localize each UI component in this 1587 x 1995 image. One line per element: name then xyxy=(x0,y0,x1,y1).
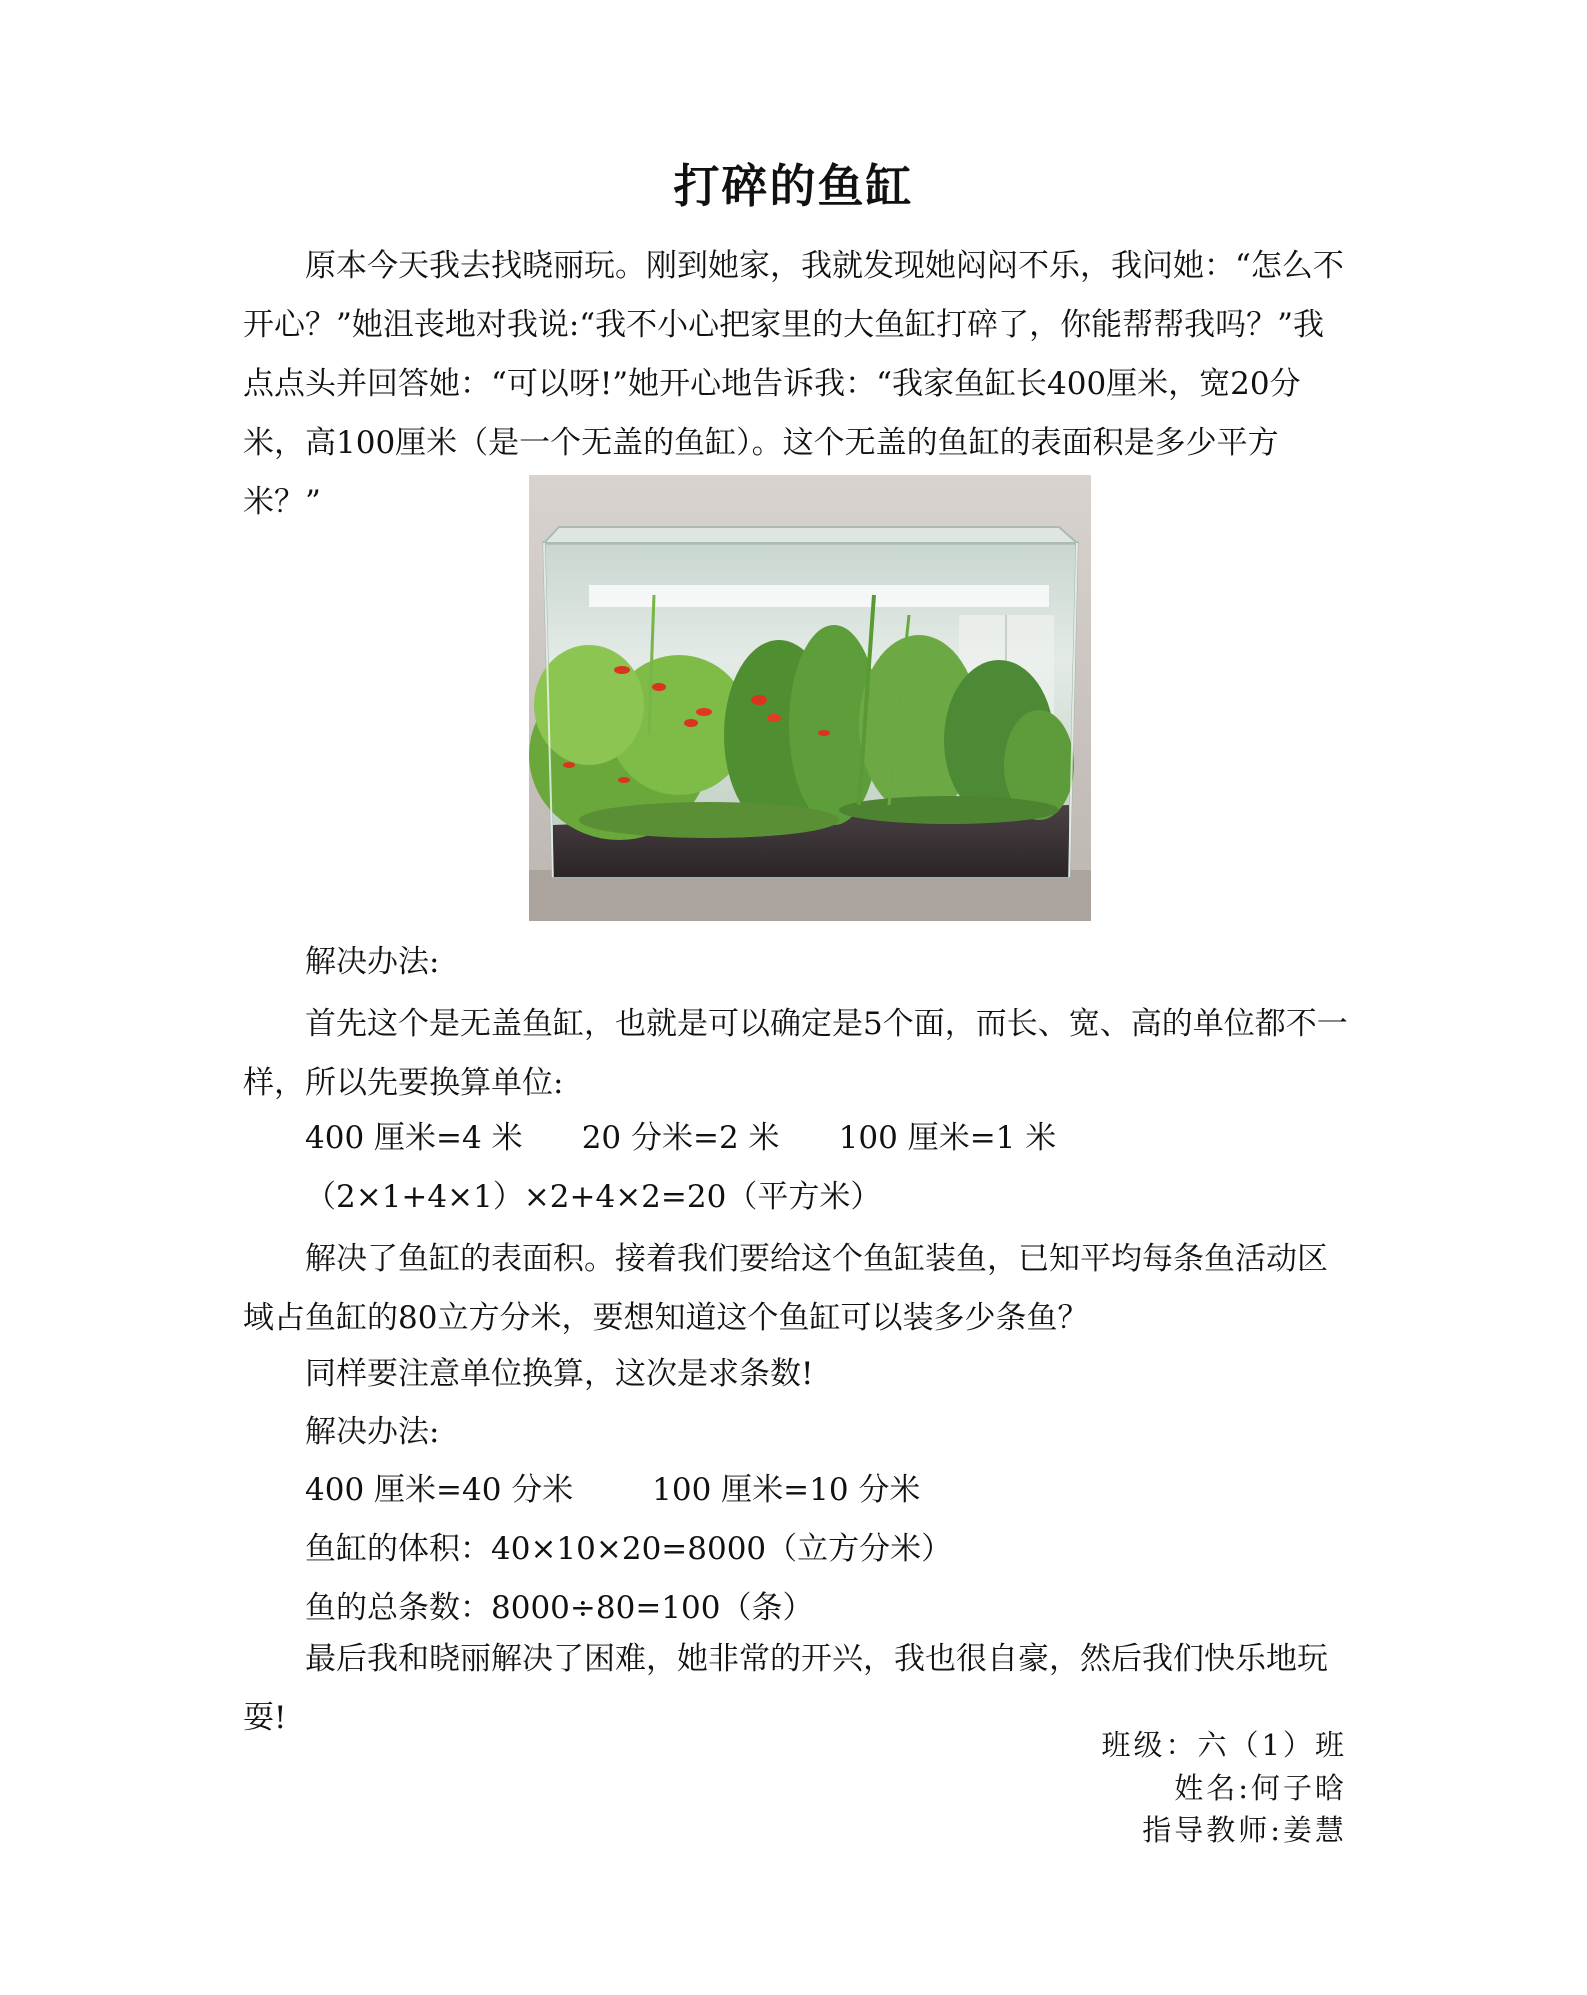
part2-text: 解决了鱼缸的表面积。接着我们要给这个鱼缸装鱼，已知平均每条鱼活动区域占鱼缸的80立方分米，要想知道这个鱼缸可以装多少条鱼？ xyxy=(243,1241,1328,1336)
solution1-conversions: 400 厘米=4 米 20 分米=2 米 100 厘米=1 米 xyxy=(305,1120,1057,1156)
ending-text: 最后我和晓丽解决了困难，她非常的开兴，我也很自豪，然后我们快乐地玩耍! xyxy=(243,1641,1328,1736)
solution2-heading: 解决办法: xyxy=(305,1414,440,1450)
solution1-heading: 解决办法: xyxy=(305,944,440,980)
solution2-conversions: 400 厘米=40 分米 100 厘米=10 分米 xyxy=(305,1472,921,1508)
solution1-formula: （2×1+4×1）×2+4×2=20（平方米） xyxy=(305,1179,882,1215)
part2-note: 同样要注意单位换算，这次是求条数! xyxy=(305,1356,814,1392)
solution2-volume: 鱼缸的体积：40×10×20=8000（立方分米） xyxy=(305,1531,953,1567)
solution2-count: 鱼的总条数：8000÷80=100（条） xyxy=(305,1590,814,1626)
signature-teacher: 指导教师:姜慧 xyxy=(1142,1813,1347,1847)
page-title: 打碎的鱼缸 xyxy=(673,159,914,213)
signature-name: 姓名:何子晗 xyxy=(1174,1771,1347,1805)
story-intro: 原本今天我去找晓丽玩。刚到她家，我就发现她闷闷不乐，我问她：“怎么不开心？”她沮丧地对我说:“我不小心把家里的大鱼缸打碎了，你能帮帮我吗？”我点点头并回答她：“可以呀!”她开心地告诉我：“我家鱼缸长400厘米，宽20分米，高100厘米（是一个无盖的鱼缸）。这个无盖的鱼缸的表面积是多少平方米？” xyxy=(243,248,1344,520)
signature-class: 班级：六（1）班 xyxy=(1101,1728,1347,1762)
aquarium-illustration xyxy=(529,475,1091,921)
aquarium-photo xyxy=(529,475,1091,921)
solution1-text: 首先这个是无盖鱼缸，也就是可以确定是5个面，而长、宽、高的单位都不一样，所以先要换算单位: xyxy=(243,1006,1348,1101)
